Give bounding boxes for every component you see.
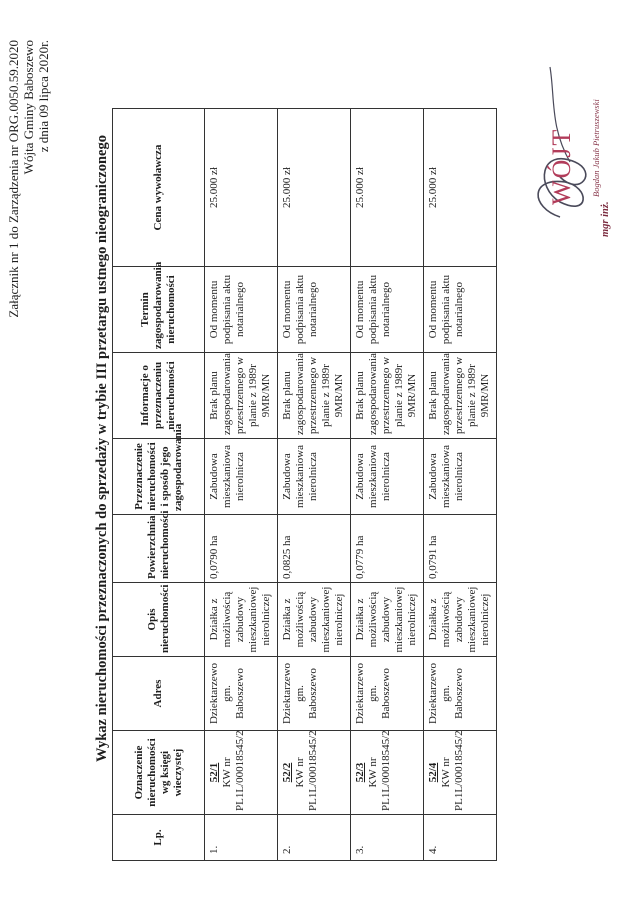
cell-lp: 2. bbox=[278, 815, 351, 861]
cell-powierzchnia: 0,0779 ha bbox=[351, 515, 424, 583]
cell-cena: 25.000 zł bbox=[424, 109, 497, 267]
cell-termin: Od momentu podpisania aktu notarialnego bbox=[278, 267, 351, 353]
table-row bbox=[205, 109, 278, 861]
table-header-row bbox=[113, 109, 205, 861]
header-adres: Adres bbox=[113, 657, 205, 731]
header-przeznaczenie: Przeznaczenie nieruchomości i sposób jego zagospodarowania bbox=[113, 439, 205, 515]
stamp-title: WÓJT bbox=[547, 127, 576, 205]
cell-informacje: Brak planu zagospodarowania przestrzennego w planie z 1989r 9MR/MN bbox=[205, 353, 278, 439]
cell-przeznaczenie: Zabudowa mieszkaniowa nierolnicza bbox=[278, 439, 351, 515]
cell-adres: Dziektarzewo gm. Baboszewo bbox=[205, 657, 278, 731]
cell-opis: Działka z możliwością zabudowy mieszkaniowej nierolniczej bbox=[351, 583, 424, 657]
header-line-3: z dnia 09 lipca 2020r. bbox=[36, 40, 51, 153]
cell-przeznaczenie: Zabudowa mieszkaniowa nierolnicza bbox=[424, 439, 497, 515]
header-cena: Cena wywoławcza bbox=[113, 109, 205, 267]
land-register-number: KW nr PL1L/00018545/2 bbox=[221, 730, 246, 811]
cell-opis: Działka z możliwością zabudowy mieszkaniowej nierolniczej bbox=[424, 583, 497, 657]
document-header bbox=[6, 40, 51, 318]
parcel-number: 52/2 bbox=[281, 762, 293, 783]
cell-przeznaczenie: Zabudowa mieszkaniowa nierolnicza bbox=[351, 439, 424, 515]
header-powierzchnia: Powierzchnia nieruchomości bbox=[113, 515, 205, 583]
cell-termin: Od momentu podpisania aktu notarialnego bbox=[424, 267, 497, 353]
cell-powierzchnia: 0,0791 ha bbox=[424, 515, 497, 583]
cell-powierzchnia: 0,0825 ha bbox=[278, 515, 351, 583]
cell-opis: Działka z możliwością zabudowy mieszkaniowej nierolniczej bbox=[278, 583, 351, 657]
cell-cena: 25.000 zł bbox=[205, 109, 278, 267]
cell-adres: Dziektarzewo gm. Baboszewo bbox=[424, 657, 497, 731]
header-oznaczenie: Oznaczenie nieruchomości wg księgi wieczystej bbox=[113, 731, 205, 815]
header-informacje: Informacje o przeznaczeniu nieruchomości bbox=[113, 353, 205, 439]
signatory-name: Bogdan Jakub Pietruszewski bbox=[591, 99, 601, 197]
cell-termin: Od momentu podpisania aktu notarialnego bbox=[205, 267, 278, 353]
cell-lp: 1. bbox=[205, 815, 278, 861]
cell-przeznaczenie: Zabudowa mieszkaniowa nierolnicza bbox=[205, 439, 278, 515]
land-register-number: KW nr PL1L/00018545/2 bbox=[294, 730, 319, 811]
header-lp: Lp. bbox=[113, 815, 205, 861]
parcel-number: 52/1 bbox=[208, 762, 220, 783]
table-row bbox=[424, 109, 497, 861]
cell-powierzchnia: 0,0790 ha bbox=[205, 515, 278, 583]
cell-opis: Działka z możliwością zabudowy mieszkaniowej nierolniczej bbox=[205, 583, 278, 657]
land-register-number: KW nr PL1L/00018545/2 bbox=[367, 730, 392, 811]
table-row bbox=[278, 109, 351, 861]
cell-cena: 25.000 zł bbox=[278, 109, 351, 267]
cell-oznaczenie bbox=[205, 731, 278, 815]
cell-termin: Od momentu podpisania aktu notarialnego bbox=[351, 267, 424, 353]
cell-informacje: Brak planu zagospodarowania przestrzennego w planie z 1989r 9MR/MN bbox=[424, 353, 497, 439]
parcel-number: 52/4 bbox=[427, 762, 439, 783]
header-termin: Termin zagospodarowania nieruchomości bbox=[113, 267, 205, 353]
cell-lp: 3. bbox=[351, 815, 424, 861]
header-line-2: Wójta Gminy Baboszewo bbox=[21, 40, 36, 175]
header-opis: Opis nieruchomości bbox=[113, 583, 205, 657]
cell-adres: Dziektarzewo gm. Baboszewo bbox=[278, 657, 351, 731]
table-row bbox=[351, 109, 424, 861]
cell-informacje: Brak planu zagospodarowania przestrzennego w planie z 1989r 9MR/MN bbox=[278, 353, 351, 439]
header-line-1: Załącznik nr 1 do Zarządzenia nr ORG.0050.59.2020 bbox=[6, 40, 21, 318]
cell-cena: 25.000 zł bbox=[351, 109, 424, 267]
signatory-title: mgr inż. bbox=[600, 201, 611, 237]
cell-oznaczenie bbox=[351, 731, 424, 815]
cell-informacje: Brak planu zagospodarowania przestrzennego w planie z 1989r 9MR/MN bbox=[351, 353, 424, 439]
cell-adres: Dziektarzewo gm. Baboszewo bbox=[351, 657, 424, 731]
document-title: Wykaz nieruchomości przeznaczonych do sprzedaży w trybie III przetargu ustnego nieograniczonego bbox=[94, 135, 110, 762]
cell-oznaczenie bbox=[424, 731, 497, 815]
parcel-number: 52/3 bbox=[354, 762, 366, 783]
cell-oznaczenie bbox=[278, 731, 351, 815]
land-register-number: KW nr PL1L/00018545/2 bbox=[440, 730, 465, 811]
cell-lp: 4. bbox=[424, 815, 497, 861]
property-table bbox=[112, 108, 497, 861]
